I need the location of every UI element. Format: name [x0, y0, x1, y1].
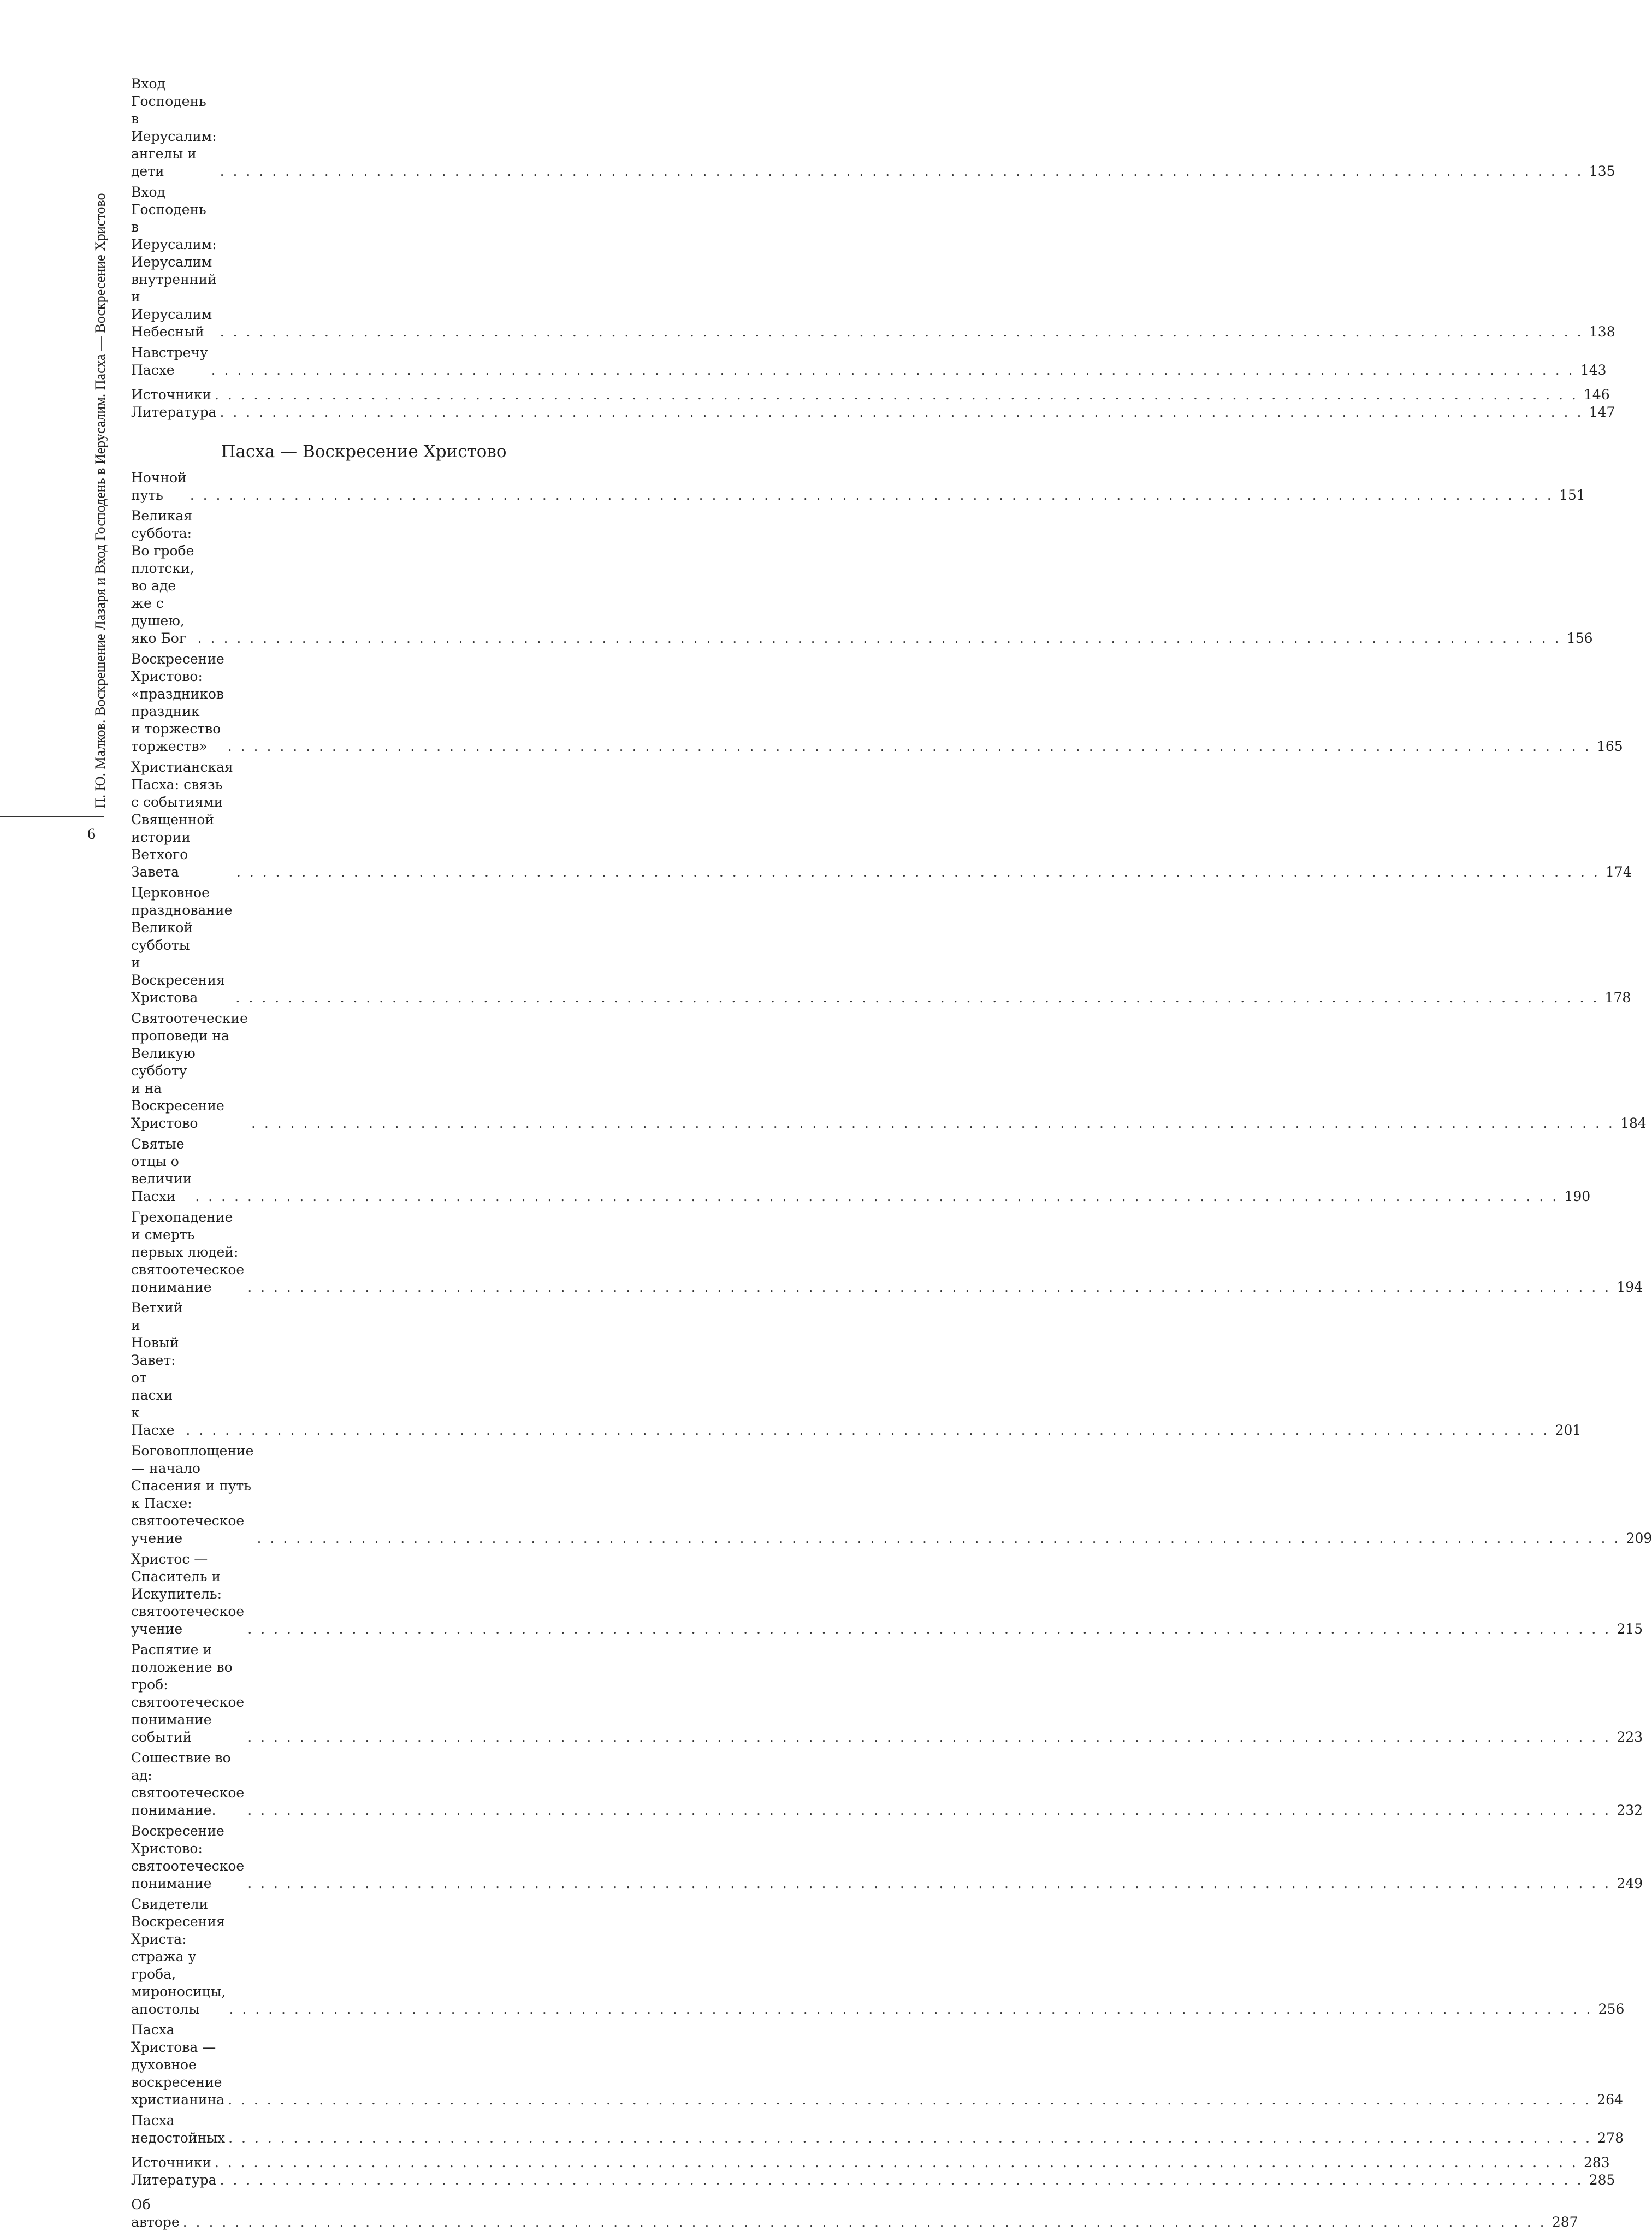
margin-rule: [0, 816, 104, 817]
toc-entry-title: Церковное празднование Великой субботы и Воскресения Христова: [131, 885, 233, 1005]
toc-entry[interactable]: [131, 1299, 1582, 1439]
toc-entry-page: 194: [1617, 1279, 1643, 1295]
toc-group-4: [131, 2154, 1615, 2189]
toc-entry[interactable]: [131, 1551, 1643, 1638]
toc-entry[interactable]: [131, 507, 1593, 647]
toc-entry[interactable]: [131, 884, 1631, 1007]
dot-leader: [228, 2129, 1592, 2147]
dot-leader: [220, 404, 1584, 421]
toc-entry-title: Пасха недостойных: [131, 2112, 226, 2146]
toc-group-1: [131, 75, 1615, 379]
toc-entry-page: 215: [1617, 1621, 1643, 1637]
toc-group-3: [131, 469, 1652, 2147]
toc-entry[interactable]: [131, 2112, 1624, 2147]
dot-leader: [220, 163, 1584, 180]
dot-leader: [235, 989, 1599, 1007]
toc-entry-title: Ветхий и Новый Завет: от пасхи к Пасхе: [131, 1300, 183, 1438]
dot-leader: [195, 1188, 1559, 1205]
toc-entry-title: Вход Господень в Иерусалим: ангелы и дети: [131, 76, 217, 179]
toc-entry[interactable]: [131, 404, 1615, 421]
dot-leader: [236, 863, 1600, 881]
toc-entry-page: 138: [1589, 324, 1615, 340]
toc-entry-page: 151: [1559, 487, 1585, 503]
toc-entry-title: Грехопадение и смерть первых людей: святоотеческое понимание: [131, 1209, 245, 1295]
toc-entry-title: Святоотеческие проповеди на Великую субботу и на Воскресение Христово: [131, 1010, 248, 1131]
toc-entry-page: 165: [1596, 738, 1623, 754]
toc-entry[interactable]: [131, 386, 1610, 404]
toc-entry-page: 184: [1620, 1115, 1647, 1131]
dot-leader: [228, 2091, 1591, 2109]
toc-entry-title: Святые отцы о величии Пасхи: [131, 1136, 192, 1204]
toc-entry-title: Свидетели Воскресения Христа: стража у гроба, мироносицы, апостолы: [131, 1896, 226, 2017]
dot-leader: [186, 1422, 1549, 1439]
toc-entry-title: Навстречу Пасхе: [131, 345, 208, 378]
toc-entry-title: Ночной путь: [131, 470, 187, 503]
toc-entry-page: 209: [1626, 1530, 1652, 1546]
toc-entry-title: Об авторе: [131, 2197, 180, 2230]
toc-entry-page: 223: [1617, 1729, 1643, 1745]
toc-entry-title: Источники: [131, 387, 211, 403]
toc-entry-page: 190: [1564, 1188, 1591, 1204]
dot-leader: [190, 487, 1554, 504]
toc-entry-page: 278: [1597, 2130, 1624, 2146]
toc-entry[interactable]: [131, 1641, 1643, 1746]
dot-leader: [229, 2001, 1592, 2018]
table-of-contents: [131, 75, 1652, 2231]
toc-entry-page: 156: [1566, 630, 1593, 646]
toc-entry-title: Вход Господень в Иерусалим: Иерусалим внутренний и Иерусалим Небесный: [131, 184, 217, 340]
toc-entry-title: Воскресение Христово: святоотеческое понимание: [131, 1823, 245, 1891]
running-header: П. Ю. Малков. Воскрешение Лазаря и Вход Господень в Иерусалим. Пасха — Воскресение Христово: [92, 193, 108, 808]
toc-entry[interactable]: [131, 650, 1623, 755]
toc-entry-page: 135: [1589, 163, 1615, 179]
toc-group-5: [131, 2196, 1578, 2231]
toc-entry-page: 143: [1580, 362, 1607, 378]
toc-entry[interactable]: [131, 469, 1585, 504]
toc-entry-title: Великая суббота: Во гробе плотски, во аде же с душею, яко Бог: [131, 508, 194, 646]
dot-leader: [247, 1620, 1611, 1638]
dot-leader: [251, 1115, 1615, 1132]
toc-entry-title: Литература: [131, 2172, 217, 2188]
toc-entry-title: Христос — Спаситель и Искупитель: святоотеческое учение: [131, 1551, 245, 1637]
toc-entry-page: 264: [1597, 2092, 1623, 2108]
toc-entry-page: 178: [1604, 990, 1631, 1005]
toc-entry[interactable]: [131, 1896, 1625, 2018]
toc-entry[interactable]: [131, 75, 1615, 180]
toc-entry-title: Боговоплощение — начало Спасения и путь к Пасхе: святоотеческое учение: [131, 1443, 254, 1546]
dot-leader: [247, 1802, 1611, 1819]
toc-entry-page: 285: [1589, 2172, 1615, 2188]
toc-entry-title: Воскресение Христово: «праздников праздник и торжество торжеств»: [131, 651, 224, 754]
toc-entry[interactable]: [131, 2021, 1623, 2109]
dot-leader: [183, 2214, 1547, 2231]
dot-leader: [220, 323, 1584, 341]
toc-entry[interactable]: [131, 1135, 1591, 1205]
toc-entry-page: 232: [1617, 1802, 1643, 1818]
toc-entry[interactable]: [131, 1209, 1643, 1296]
dot-leader: [257, 1530, 1620, 1547]
toc-entry[interactable]: [131, 184, 1615, 341]
toc-entry[interactable]: [131, 344, 1607, 379]
toc-group-2: [131, 386, 1615, 421]
toc-entry[interactable]: [131, 1442, 1652, 1547]
toc-entry-title: Сошествие во ад: святоотеческое понимание.: [131, 1750, 245, 1818]
toc-entry-page: 147: [1589, 404, 1615, 420]
dot-leader: [215, 386, 1578, 404]
toc-entry[interactable]: [131, 1822, 1643, 1892]
toc-entry[interactable]: [131, 2196, 1578, 2231]
toc-entry-page: 201: [1555, 1422, 1582, 1438]
dot-leader: [211, 362, 1575, 379]
toc-entry[interactable]: [131, 759, 1632, 881]
section-heading: Пасха — Воскресение Христово: [221, 442, 507, 461]
toc-entry-page: 174: [1606, 864, 1632, 880]
toc-entry-title: Христианская Пасха: связь с событиями Священной истории Ветхого Завета: [131, 759, 233, 880]
dot-leader: [220, 2171, 1584, 2189]
dot-leader: [228, 738, 1591, 755]
toc-entry-page: 146: [1584, 387, 1610, 403]
dot-leader: [247, 1279, 1611, 1296]
dot-leader: [198, 630, 1561, 647]
dot-leader: [247, 1875, 1611, 1892]
toc-entry-page: 249: [1617, 1875, 1643, 1891]
page-number: 6: [87, 825, 96, 843]
dot-leader: [215, 2154, 1578, 2171]
toc-entry[interactable]: [131, 2171, 1615, 2189]
toc-entry-page: 283: [1584, 2155, 1610, 2170]
toc-entry-title: Пасха Христова — духовное воскресение христианина: [131, 2022, 225, 2108]
toc-entry[interactable]: [131, 1749, 1643, 1819]
toc-entry-title: Литература: [131, 404, 217, 420]
toc-entry-page: 287: [1552, 2214, 1578, 2230]
toc-entry-page: 256: [1598, 2001, 1625, 2017]
toc-entry[interactable]: [131, 2154, 1610, 2171]
dot-leader: [247, 1729, 1611, 1746]
toc-entry-title: Источники: [131, 2155, 211, 2170]
toc-entry-title: Распятие и положение во гроб: святоотеческое понимание событий: [131, 1642, 245, 1745]
toc-entry[interactable]: [131, 1010, 1647, 1132]
